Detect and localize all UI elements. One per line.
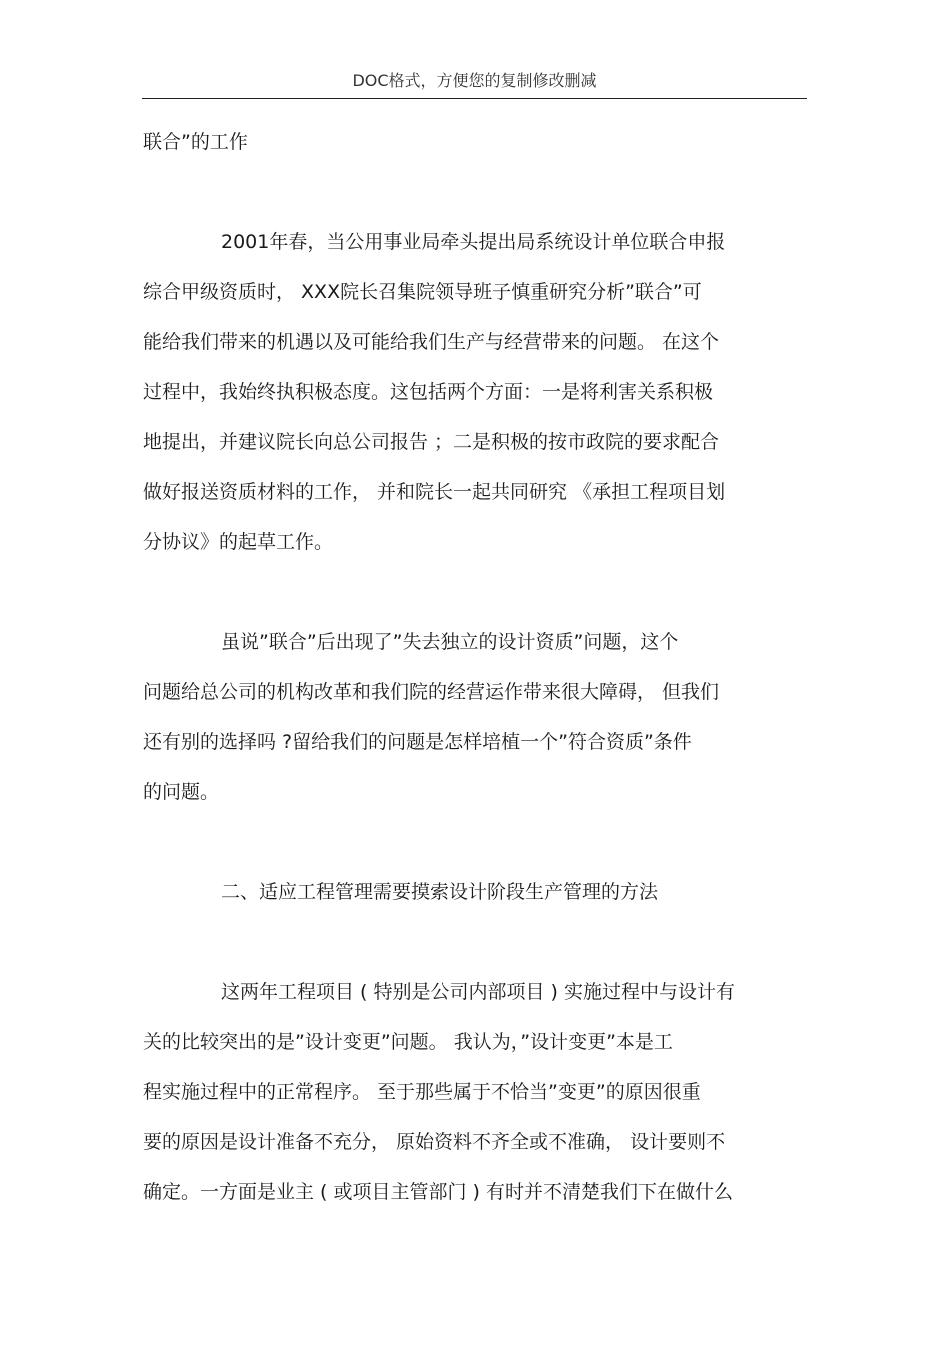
paragraph-gap	[143, 920, 808, 970]
text-line: 联合”的工作	[143, 131, 248, 153]
section-heading: 二、适应工程管理需要摸索设计阶段生产管理的方法	[221, 881, 659, 903]
document-body	[143, 120, 808, 1220]
text-line: 确定。一方面是业主 ( 或项目主管部门 ) 有时并不清楚我们下在做什么	[143, 1181, 733, 1203]
text-line: 关的比较突出的是”设计变更”问题。 我认为，”设计变更”本是工	[143, 1031, 673, 1053]
paragraph-gap	[143, 820, 808, 870]
paragraph-gap	[143, 570, 808, 620]
text-line: 虽说”联合”后出现了”失去独立的设计资质”问题，这个	[221, 631, 679, 653]
text-line: 做好报送资质材料的工作， 并和院长一起共同研究 《承担工程项目划	[143, 481, 726, 503]
text-line: 程实施过程中的正常程序。 至于那些属于不恰当”变更”的原因很重	[143, 1081, 701, 1103]
text-line: 还有别的选择吗 ?留给我们的问题是怎样培植一个”符合资质”条件	[143, 731, 692, 753]
text-line: 能给我们带来的机遇以及可能给我们生产与经营带来的问题。 在这个	[143, 331, 720, 353]
text-line: 2001年春，当公用事业局牵头提出局系统设计单位联合申报	[221, 231, 726, 253]
text-line: 这两年工程项目 ( 特别是公司内部项目 ) 实施过程中与设计有	[221, 981, 735, 1003]
text-line: 地提出，并建议院长向总公司报告 ；二是积极的按市政院的要求配合	[143, 431, 720, 453]
text-line: 综合甲级资质时， XXX院长召集院领导班子慎重研究分析”联合”可	[143, 281, 702, 303]
text-line: 的问题。	[143, 781, 220, 803]
text-line: 问题给总公司的机构改革和我们院的经营运作带来很大障碍， 但我们	[143, 681, 720, 703]
header-text: DOC格式，方便您的复制修改删减	[352, 71, 597, 90]
text-line: 过程中，我始终执积极态度。这包括两个方面：一是将利害关系积极	[143, 381, 714, 403]
text-line: 分协议》的起草工作。	[143, 531, 334, 553]
text-line: 要的原因是设计准备不充分， 原始资料不齐全或不准确， 设计要则不	[143, 1131, 726, 1153]
paragraph-gap	[143, 170, 808, 220]
page-header	[142, 68, 807, 99]
